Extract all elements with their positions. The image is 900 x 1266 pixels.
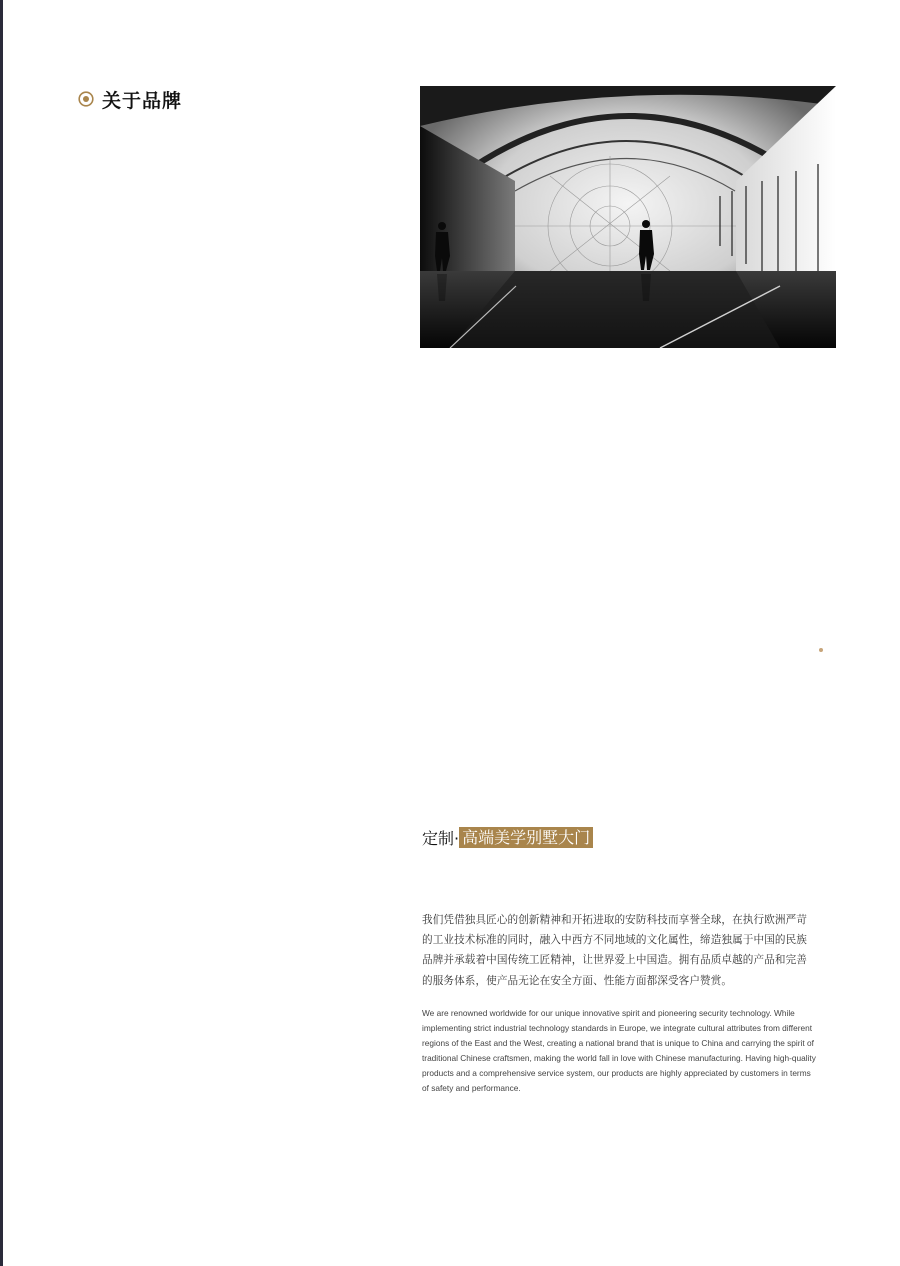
body-chinese: 我们凭借独具匠心的创新精神和开拓进取的安防科技而享誉全球，在执行欧洲严苛的工业技术标准的同时，融入中西方不同地域的文化属性，缔造独属于中国的民族品牌并承载着中国传统工匠精神，让世界爱上中国造。拥有品质卓越的产品和完善的服务体系，使产品无论在安全方面、性能方面都深受客户赞赏。 (422, 913, 807, 987)
headline-prefix: 定制· (422, 829, 460, 848)
target-icon (78, 91, 94, 107)
accent-dot (819, 648, 823, 652)
headline (422, 826, 593, 849)
tunnel-gallery-photo (420, 86, 836, 348)
section-title: 关于品牌 (102, 89, 183, 112)
hero-image (420, 86, 836, 348)
page-left-edge (0, 0, 3, 1266)
section-header (78, 86, 182, 112)
body-english: We are renowned worldwide for our unique innovative spirit and pioneering security technology. While implementing strict industrial technology standards in Europe, we integrate cultural attributes from different regions of the East and the West, creating a national brand that is unique to China and carrying the spirit of traditional Chinese craftsmen, making the world fall in love with Chinese manufacturing. Having high-quality products and a comprehensive service system, our products are highly appreciated by customers in terms of safety and performance. (422, 1008, 816, 1094)
headline-highlight: 高端美学别墅大门 (459, 827, 593, 848)
